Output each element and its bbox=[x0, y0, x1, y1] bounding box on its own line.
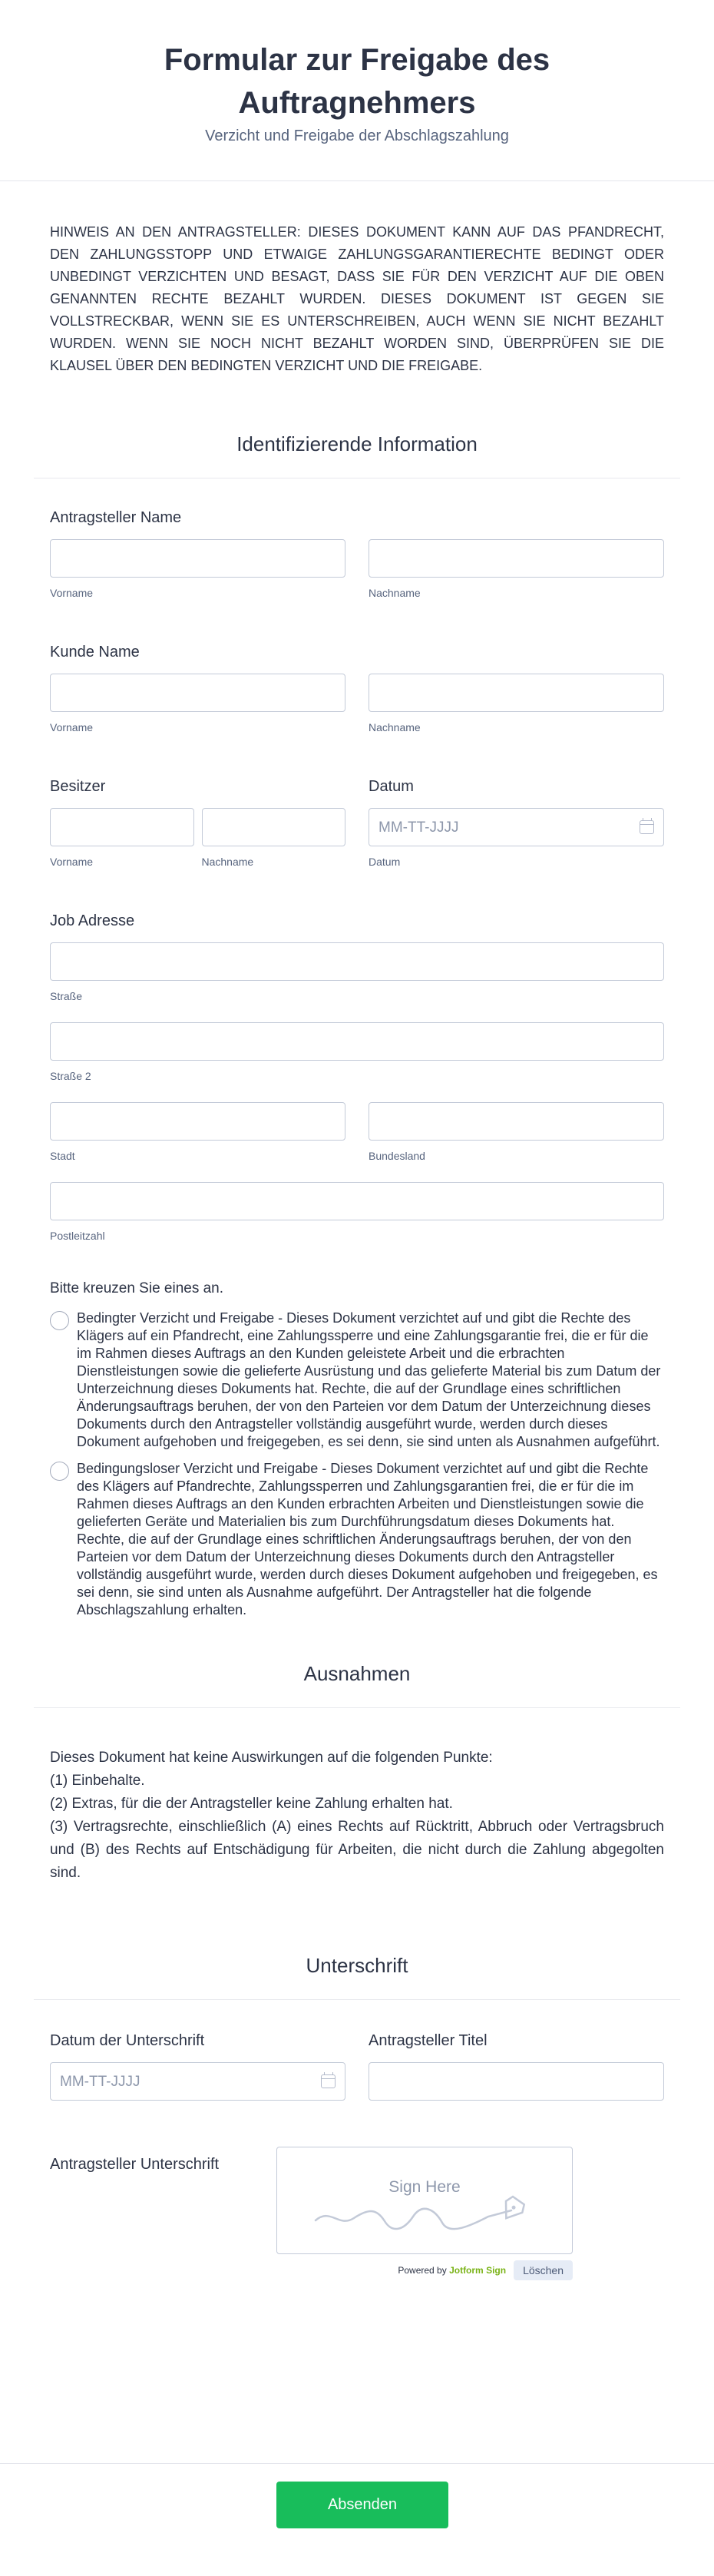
owner-last-name-input[interactable] bbox=[202, 808, 346, 846]
owner-first-name-sublabel: Vorname bbox=[50, 856, 94, 868]
signature-date-placeholder: MM-TT-JJJJ bbox=[60, 2074, 140, 2090]
job-address-field bbox=[0, 912, 714, 1242]
owner-last-name-sublabel: Nachname bbox=[201, 856, 254, 868]
section-title-identification: Identifizierende Information bbox=[34, 432, 680, 478]
street-sublabel: Straße bbox=[50, 990, 83, 1002]
owner-first-name-input[interactable] bbox=[50, 808, 194, 846]
street2-sublabel: Straße 2 bbox=[50, 1070, 91, 1082]
radio-option-conditional[interactable] bbox=[50, 1310, 664, 1451]
applicant-title-input[interactable] bbox=[369, 2062, 664, 2101]
street-input[interactable] bbox=[50, 942, 664, 981]
applicant-name-field bbox=[0, 509, 714, 599]
date-placeholder: MM-TT-JJJJ bbox=[378, 819, 459, 836]
applicant-last-name-input[interactable] bbox=[369, 539, 664, 578]
date-input[interactable] bbox=[369, 808, 664, 846]
exceptions-item-2: (2) Extras, für die der Antragsteller keine Zahlung erhalten hat. bbox=[50, 1796, 453, 1812]
waiver-choice-label: Bitte kreuzen Sie eines an. bbox=[50, 1280, 224, 1296]
applicant-signature-field bbox=[0, 2147, 714, 2280]
date-field bbox=[369, 778, 664, 868]
calendar-icon[interactable] bbox=[640, 820, 654, 834]
form-header bbox=[0, 0, 714, 181]
zip-sublabel: Postleitzahl bbox=[50, 1230, 105, 1242]
applicant-signature-label: Antragsteller Unterschrift bbox=[50, 2156, 220, 2173]
calendar-icon[interactable] bbox=[321, 2074, 336, 2088]
waiver-choice-field bbox=[0, 1280, 714, 1619]
customer-name-label: Kunde Name bbox=[50, 644, 140, 661]
customer-first-name-sublabel: Vorname bbox=[50, 721, 94, 733]
applicant-first-name-sublabel: Vorname bbox=[50, 587, 94, 599]
exceptions-item-1: (1) Einbehalte. bbox=[50, 1773, 145, 1789]
state-sublabel: Bundesland bbox=[369, 1150, 425, 1162]
street2-input[interactable] bbox=[50, 1022, 664, 1061]
form-title: Formular zur Freigabe des Auftragnehmers bbox=[164, 43, 550, 120]
signature-date-input[interactable] bbox=[50, 2062, 345, 2101]
powered-by-text: Powered by bbox=[398, 2265, 447, 2276]
sign-here-text: Sign Here bbox=[388, 2178, 461, 2196]
customer-first-name-input[interactable] bbox=[50, 674, 345, 712]
radio-button[interactable] bbox=[50, 1462, 69, 1481]
applicant-title-label: Antragsteller Titel bbox=[369, 2032, 488, 2049]
customer-last-name-sublabel: Nachname bbox=[369, 721, 421, 733]
exceptions-item-3: (3) Vertragsrechte, einschließlich (A) eines Rechts auf Rücktritt, Abbruch oder Vertragsbruch und (B) des Rechts auf Entschädigung für Arbeiten, die nicht durch die Zahlung abgegolten sind. bbox=[50, 1819, 664, 1881]
applicant-name-label: Antragsteller Name bbox=[50, 509, 182, 526]
notice-text: HINWEIS AN DEN ANTRAGSTELLER: DIESES DOKUMENT KANN AUF DAS PFANDRECHT, DEN ZAHLUNGSSTOPP UND ETWAIGE ZAHLUNGSGARANTIERECHTE BEDINGT ODER UNBEDINGT VERZICHTEN UND BESAGT, DASS SIE FÜR DEN VERZICHT AUF DIE OBEN GENANNTEN RECHTE BEZAHLT WURDEN. DIESES DOKUMENT IST GEGEN SIE VOLLSTRECKBAR, WENN SIE ES UNTERSCHREIBEN, AUCH WENN SIE NICHT BEZAHLT WURDEN. WENN SIE NOCH NICHT BEZAHLT WORDEN SIND, ÜBERPRÜFEN SIE DIE KLAUSEL ÜBER DEN BEDINGTEN VERZICHT UND DIE FREIGABE. bbox=[50, 224, 664, 373]
signature-date-label: Datum der Unterschrift bbox=[50, 2032, 205, 2049]
customer-last-name-input[interactable] bbox=[369, 674, 664, 712]
radio-option-text: Bedingungsloser Verzicht und Freigabe - Dieses Dokument verzichtet auf und gibt die Rechte des Klägers auf Pfandrechte, Zahlungssperren und Zahlungsgarantien frei, die er für die im Rahmen dieses Auftrags an den Kunden erbrachten Arbeiten und Dienstleistungen sowie die gelieferten Geräte und Materialien bis zum Durchführungsdatum dieses Dokuments hat. Rechte, die auf der Grundlage eines schriftlichen Änderungsauftrags beruhen, der von den Parteien vor dem Datum der Unterzeichnung dieses Dokuments durch den Antragsteller vollständig ausgeführt wurde, werden durch dieses Dokument aufgehoben und freigegeben, es sei denn, sie sind unten als Ausnahme aufgeführt. Der Antragsteller hat die folgende Abschlagszahlung erhalten. bbox=[77, 1461, 658, 1617]
customer-name-field bbox=[0, 644, 714, 733]
job-address-label: Job Adresse bbox=[50, 912, 135, 929]
jotform-sign-logo: Jotform Sign bbox=[449, 2265, 507, 2276]
owner-label: Besitzer bbox=[50, 778, 106, 795]
applicant-title-field bbox=[369, 2032, 664, 2101]
signature-scribble-icon bbox=[312, 2194, 542, 2240]
state-input[interactable] bbox=[369, 1102, 664, 1141]
applicant-first-name-input[interactable] bbox=[50, 539, 345, 578]
city-input[interactable] bbox=[50, 1102, 345, 1141]
exceptions-text bbox=[0, 1747, 714, 1885]
radio-button[interactable] bbox=[50, 1311, 69, 1330]
zip-input[interactable] bbox=[50, 1182, 664, 1220]
form-footer-divider bbox=[0, 2463, 714, 2464]
form-subtitle: Verzicht und Freigabe der Abschlagszahlung bbox=[205, 127, 509, 144]
submit-button[interactable]: Absenden bbox=[276, 2482, 448, 2528]
date-label: Datum bbox=[369, 778, 414, 795]
clear-signature-button[interactable]: Löschen bbox=[514, 2260, 573, 2280]
city-sublabel: Stadt bbox=[50, 1150, 75, 1162]
signature-date-field bbox=[50, 2032, 345, 2101]
radio-option-text: Bedingter Verzicht und Freigabe - Dieses Dokument verzichtet auf und gibt die Rechte des Klägers auf ein Pfandrecht, eine Zahlungssperre und eine Zahlungsgarantie frei, die er für die im Rahmen dieses Auftrags an den Kunden geleistete Arbeit und die erbrachten Dienstleistungen sowie die gelieferte Ausrüstung und das gelieferte Material bis zum Datum der Unterzeichnung dieses Dokuments hat. Rechte, die auf der Grundlage eines schriftlichen Änderungsauftrags beruhen, der von den Parteien vor dem Datum der Unterzeichnung dieses Dokuments durch den Antragsteller vollständig ausgeführt wurde, werden durch dieses Dokument aufgehoben und freigegeben, es sei denn, sie sind unten als Ausnahmen aufgeführt. bbox=[77, 1310, 661, 1449]
section-title-signature: Unterschrift bbox=[34, 1954, 680, 2000]
applicant-last-name-sublabel: Nachname bbox=[369, 587, 421, 599]
date-sublabel: Datum bbox=[369, 856, 401, 868]
radio-option-unconditional[interactable] bbox=[50, 1460, 664, 1619]
signature-pad[interactable] bbox=[276, 2147, 573, 2254]
exceptions-intro: Dieses Dokument hat keine Auswirkungen auf die folgenden Punkte: bbox=[50, 1750, 493, 1766]
section-title-exceptions: Ausnahmen bbox=[34, 1662, 680, 1708]
owner-field bbox=[50, 778, 345, 868]
